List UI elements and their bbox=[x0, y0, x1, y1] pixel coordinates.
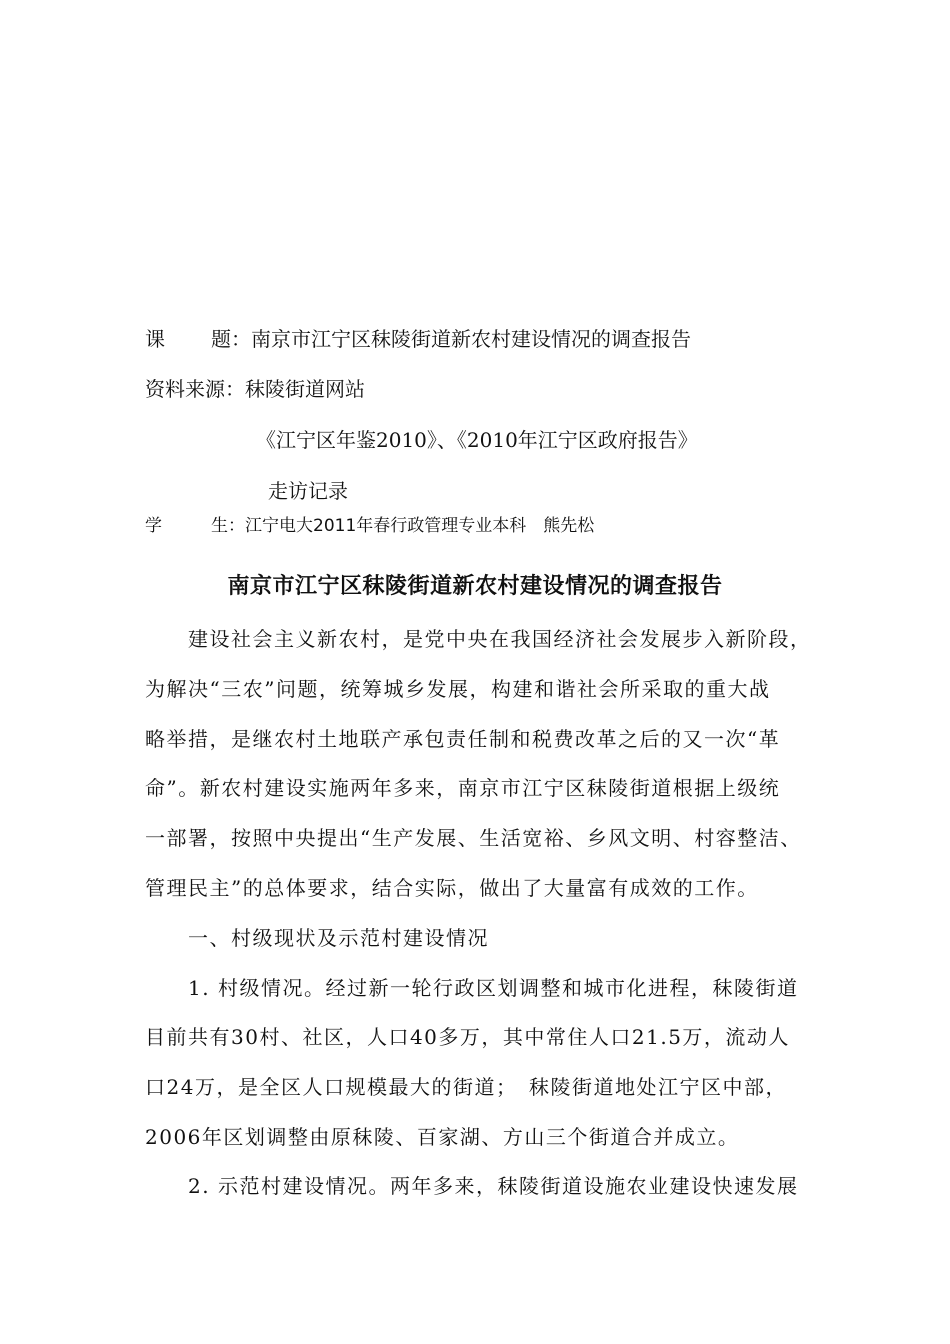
source-label: 资料来源： bbox=[145, 377, 245, 401]
body-line-6: 管理民主”的总体要求，结合实际，做出了大量富有成效的工作。 bbox=[145, 876, 759, 900]
body-line-2: 为解决“三农”问题，统筹城乡发展，构建和谐社会所采取的重大战 bbox=[145, 677, 771, 701]
source-row bbox=[145, 377, 365, 401]
body-line-1: 建设社会主义新农村，是党中央在我国经济社会发展步入新阶段， bbox=[145, 627, 812, 651]
body-line-9: 目前共有30村、社区，人口40多万，其中常住人口21.5万，流动人 bbox=[145, 1025, 790, 1049]
student-label: 学 bbox=[145, 516, 162, 536]
source-item-interviews: 走访记录 bbox=[268, 479, 348, 503]
body-line-12: 2. 示范村建设情况。两年多来，秣陵街道设施农业建设快速发展 bbox=[145, 1174, 799, 1198]
topic-row bbox=[145, 327, 691, 351]
student-value: 江宁电大2011年春行政管理专业本科 熊先松 bbox=[245, 516, 595, 536]
topic-value: 南京市江宁区秣陵街道新农村建设情况的调查报告 bbox=[251, 327, 691, 351]
source-item-website: 秣陵街道网站 bbox=[245, 377, 365, 401]
source-item-yearbook: 《江宁区年鉴2010》、《2010年江宁区政府报告》 bbox=[256, 428, 698, 452]
body-line-3: 略举措，是继农村土地联产承包责任制和税费改革之后的又一次“革 bbox=[145, 727, 781, 751]
body-line-8: 1. 村级情况。经过新一轮行政区划调整和城市化进程，秣陵街道 bbox=[145, 976, 799, 1000]
topic-label: 课 bbox=[145, 327, 165, 351]
document-title: 南京市江宁区秣陵街道新农村建设情况的调查报告 bbox=[227, 574, 723, 599]
body-line-11: 2006年区划调整由原秣陵、百家湖、方山三个街道合并成立。 bbox=[145, 1125, 740, 1149]
body-line-10: 口24万，是全区人口规模最大的街道； 秣陵街道地处江宁区中部， bbox=[145, 1075, 787, 1099]
body-line-4: 命”。新农村建设实施两年多来，南京市江宁区秣陵街道根据上级统 bbox=[145, 776, 781, 800]
student-row bbox=[145, 514, 594, 538]
body-line-5: 一部署，按照中央提出“生产发展、生活宽裕、乡风文明、村容整洁、 bbox=[145, 826, 802, 850]
section-heading-1: 一、村级现状及示范村建设情况 bbox=[145, 926, 489, 950]
topic-label-tail: 题： bbox=[211, 327, 251, 351]
student-label-tail: 生： bbox=[211, 516, 245, 536]
